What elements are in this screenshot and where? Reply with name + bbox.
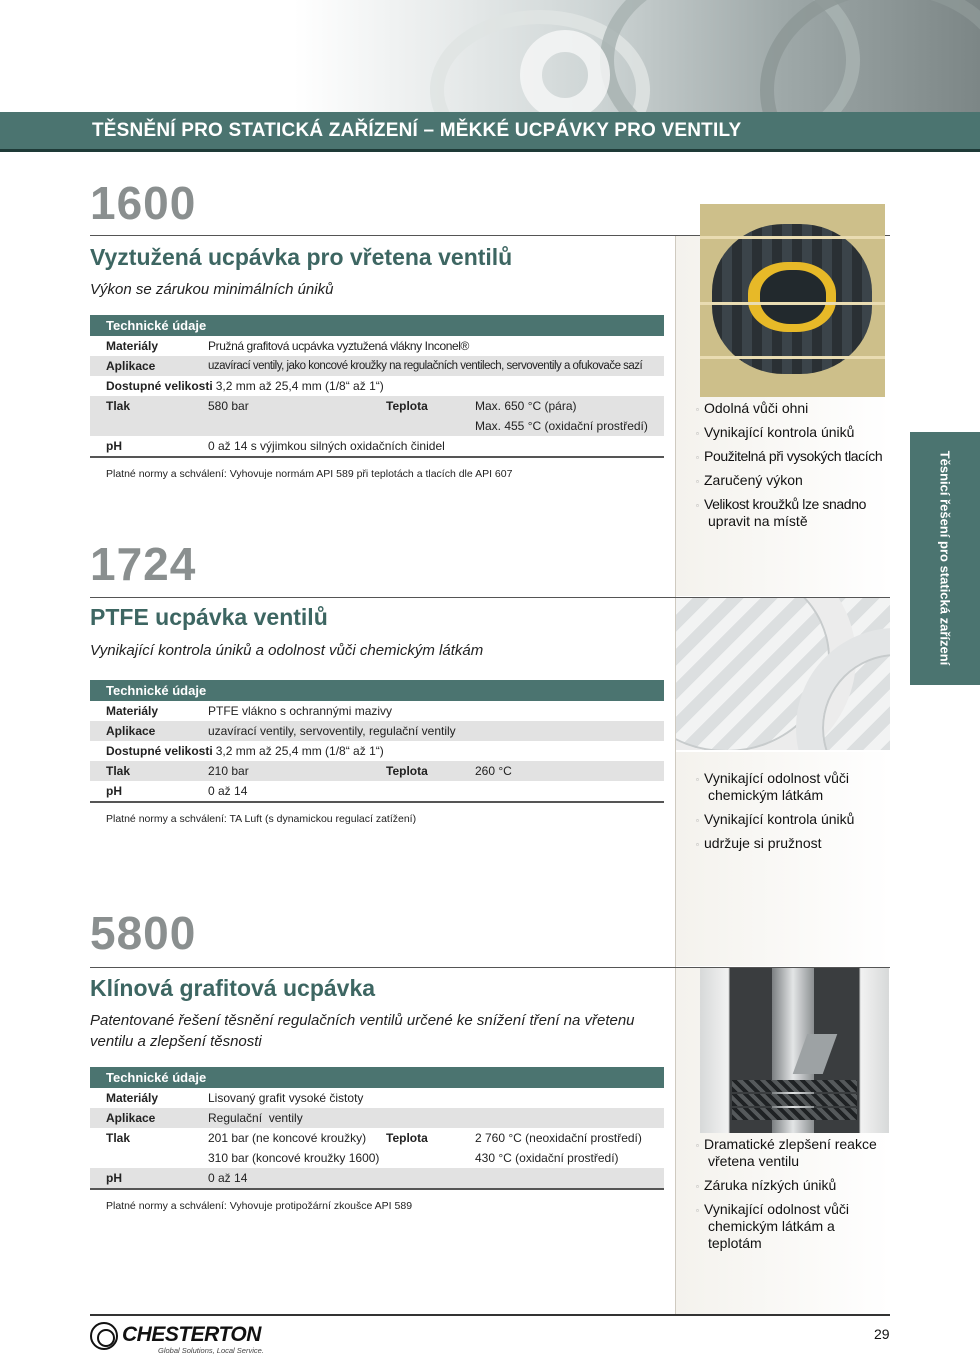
product-title: Vyztužená ucpávka pro vřetena ventilů <box>90 244 513 270</box>
spec-value: 201 bar (ne koncové kroužky) <box>208 1131 367 1145</box>
spec-label: Tlak <box>106 1131 131 1145</box>
product-subtitle: Vynikající kontrola úniků a odolnost vůči chemickým látkám <box>90 642 484 659</box>
spec-label: Materiály <box>106 704 159 718</box>
square-bullet-icon: ▫ <box>696 1182 699 1191</box>
feature-item: ▫ Záruka nízkých úniků <box>696 1177 837 1193</box>
square-bullet-icon: ▫ <box>696 501 699 510</box>
feature-item: ▫ Odolná vůči ohni <box>696 400 809 416</box>
spec-value: 0 až 14 s výjimkou silných oxidačních činidel <box>208 439 445 453</box>
square-bullet-icon: ▫ <box>696 405 699 414</box>
feature-item: ▫ Vynikající odolnost vůči chemickým látkám a teplotám <box>696 1201 849 1251</box>
spec-table-1724 <box>90 680 664 825</box>
square-bullet-icon: ▫ <box>696 1206 699 1215</box>
spec-label: pH <box>106 439 122 453</box>
spec-label: Teplota <box>386 1131 428 1145</box>
spec-value: 2 760 °C (neoxidační prostředí) <box>475 1131 642 1145</box>
spec-value: Pružná grafitová ucpávka vyztužená vlákny Inconel® <box>208 339 469 353</box>
spec-label: Materiály <box>106 1091 159 1105</box>
product-subtitle-line: Patentované řešení těsnění regulačních ventilů určené ke snížení tření na vřetenu <box>90 1012 635 1029</box>
side-section-tab <box>910 432 980 685</box>
square-bullet-icon: ▫ <box>696 453 699 462</box>
logo-tagline: Global Solutions, Local Service. <box>158 1346 264 1355</box>
spec-label: Teplota <box>386 764 428 778</box>
spec-label: Tlak <box>106 399 131 413</box>
spec-norms: Platné normy a schválení: Vyhovuje normám API 589 při teplotách a tlacích dle API 607 <box>106 468 513 480</box>
spec-value: 430 °C (oxidační prostředí) <box>475 1151 619 1165</box>
spec-label: pH <box>106 784 122 798</box>
spec-label: Tlak <box>106 764 131 778</box>
spec-value: 260 °C <box>475 764 512 778</box>
chesterton-logo <box>90 1322 290 1354</box>
product-subtitle-line: ventilu a zlepšení těsnosti <box>90 1033 262 1050</box>
spec-table-5800 <box>90 1067 664 1212</box>
spec-label: Aplikace <box>106 724 156 738</box>
spec-label: Aplikace <box>106 359 156 373</box>
spec-table-1600 <box>90 315 664 480</box>
spec-header: Technické údaje <box>90 315 664 336</box>
spec-value: 3,2 mm až 25,4 mm (1/8“ až 1“) <box>215 379 384 393</box>
feature-item: ▫ Zaručený výkon <box>696 472 803 488</box>
product-subtitle <box>90 1010 665 1052</box>
spec-label: Materiály <box>106 339 159 353</box>
square-bullet-icon: ▫ <box>696 477 699 486</box>
spec-norms: Platné normy a schválení: TA Luft (s dynamickou regulací zatížení) <box>106 813 417 825</box>
feature-item: ▫ Použitelná při vysokých tlacích <box>696 448 883 464</box>
feature-list-5800 <box>696 1136 886 1259</box>
product-number: 5800 <box>90 907 197 959</box>
spec-value: uzavírací ventily, servoventily, regulační ventily <box>208 724 456 738</box>
spec-norms: Platné normy a schválení: Vyhovuje protipožární zkoušce API 589 <box>106 1200 413 1212</box>
spec-value: PTFE vlákno s ochrannými mazivy <box>208 704 393 718</box>
spec-value: 0 až 14 <box>208 1171 248 1185</box>
product-number: 1600 <box>90 177 197 229</box>
product-subtitle: Výkon se zárukou minimálních úniků <box>90 281 334 298</box>
spec-value: Max. 650 °C (pára) <box>475 399 577 413</box>
spec-value: 0 až 14 <box>208 784 248 798</box>
feature-item: ▫ Dramatické zlepšení reakce vřetena ventilu <box>696 1136 877 1169</box>
spec-header: Technické údaje <box>90 680 664 701</box>
square-bullet-icon: ▫ <box>696 1141 699 1150</box>
feature-item: ▫ Velikost kroužků lze snadno upravit na místě <box>696 496 866 529</box>
product-photo-1724 <box>676 598 890 750</box>
logo-brand: CHESTERTON <box>122 1323 261 1346</box>
section-banner <box>0 112 980 152</box>
square-bullet-icon: ▫ <box>696 840 699 849</box>
spec-value: 310 bar (koncové kroužky 1600) <box>208 1151 380 1165</box>
spec-value: 210 bar <box>208 764 249 778</box>
product-title: Klínová grafitová ucpávka <box>90 975 376 1001</box>
feature-list-1600 <box>696 400 886 537</box>
spec-value: 580 bar <box>208 399 249 413</box>
spec-value: Max. 455 °C (oxidační prostředí) <box>475 419 648 433</box>
product-photo-1600 <box>700 204 885 397</box>
side-tab-label: Těsnicí řešení pro statická zařízení <box>937 450 953 666</box>
feature-list-1724 <box>696 770 886 859</box>
spec-value: Regulační ventily <box>208 1111 303 1125</box>
product-photo-5800 <box>700 968 889 1133</box>
feature-item: ▫ udržuje si pružnost <box>696 835 822 851</box>
product-title: PTFE ucpávka ventilů <box>90 604 328 630</box>
feature-item: ▫ Vynikající kontrola úniků <box>696 424 855 440</box>
square-bullet-icon: ▫ <box>696 429 699 438</box>
feature-item: ▫ Vynikající kontrola úniků <box>696 811 855 827</box>
banner-title: TĚSNĚNÍ PRO STATICKÁ ZAŘÍZENÍ – MĚKKÉ UCPÁVKY PRO VENTILY <box>92 119 742 141</box>
spec-value: uzavírací ventily, jako koncové kroužky na regulačních ventilech, servoventily a ofukovače sazí <box>208 360 643 372</box>
spec-label: Aplikace <box>106 1111 156 1125</box>
feature-item: ▫ Vynikající odolnost vůči chemickým látkám <box>696 770 849 803</box>
hero-packing-photo <box>0 0 980 112</box>
page-number: 29 <box>874 1326 890 1342</box>
chesterton-emblem-icon <box>90 1322 118 1350</box>
square-bullet-icon: ▫ <box>696 816 699 825</box>
spec-header: Technické údaje <box>90 1067 664 1088</box>
footer-rule <box>90 1314 890 1316</box>
spec-label: Dostupné velikosti <box>106 744 213 758</box>
spec-label: pH <box>106 1171 122 1185</box>
square-bullet-icon: ▫ <box>696 775 699 784</box>
product-number: 1724 <box>90 538 197 590</box>
spec-label: Teplota <box>386 399 428 413</box>
spec-value: Lisovaný grafit vysoké čistoty <box>208 1091 364 1105</box>
spec-value: 3,2 mm až 25,4 mm (1/8“ až 1“) <box>215 744 384 758</box>
spec-label: Dostupné velikosti <box>106 379 213 393</box>
